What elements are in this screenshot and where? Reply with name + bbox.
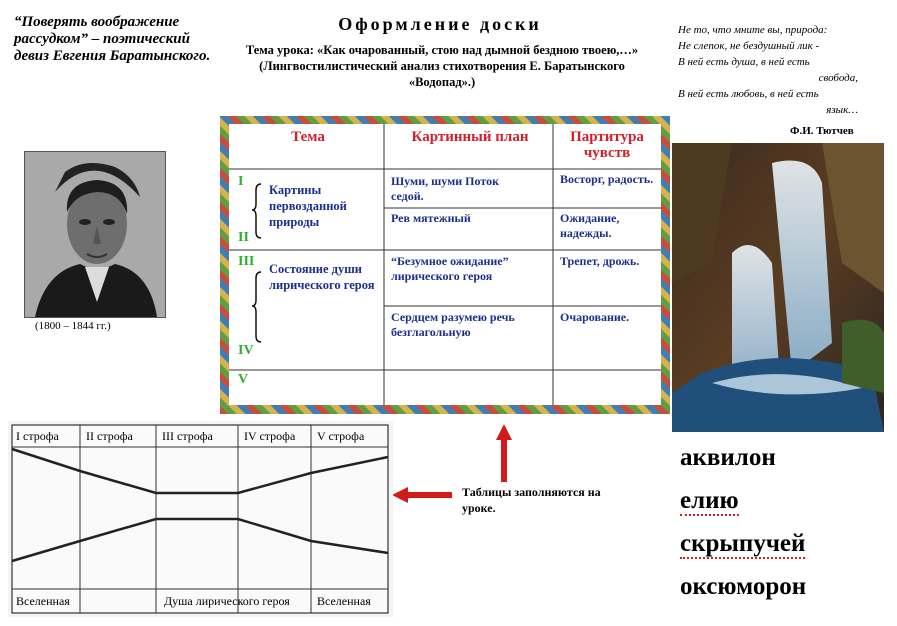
theme-soul: Состояние души лирического героя [269,262,375,292]
poem-line: свобода, [818,72,858,84]
motto-quote: “Поверять воображение рассудком” – поэтический девиз Евгения Баратынского. [14,14,211,64]
plan-cell-4: Сердцем разумею речь безглагольную [391,310,515,339]
roman-5: V [238,372,249,387]
header-theme: Тема [291,129,325,145]
poem-author: Ф.И. Тютчев [790,125,854,137]
baratynsky-portrait [24,151,166,318]
lesson-topic: Тема урока: «Как очарованный, стою над дымной бездною твоею,…» (Лингвостилистический анализ стихотворения Е. Баратынского «Водопад».) [245,43,639,89]
portrait-years: (1800 – 1844 гг.) [35,320,111,332]
plan-cell-3: “Безумное ожидание” лирического героя [391,254,509,283]
roman-2: II [238,230,249,245]
roman-1: I [238,174,244,189]
vocab-word: скрыпучей [680,530,806,557]
feel-cell-2: Ожидание, надежды. [560,211,620,240]
poem-line: В ней есть душа, в ней есть [678,56,810,68]
feel-cell-3: Трепет, дрожь. [560,254,640,268]
diagram-bottom-2: Душа лирического героя [164,594,290,608]
diagram-col-2: II строфа [86,429,133,443]
vocab-word: елию [680,487,739,514]
waterfall-image [672,143,884,432]
diagram-col-5: V строфа [317,429,365,443]
feel-cell-4: Очарование. [560,310,630,324]
stanza-diagram [8,421,393,617]
arrow-up-icon [494,424,514,484]
poem-line: язык… [826,104,858,116]
diagram-col-1: I строфа [16,429,59,443]
plan-cell-1: Шуми, шуми Поток седой. [391,174,499,203]
plan-cell-2: Рев мятежный [391,211,471,225]
roman-4: IV [238,343,254,358]
diagram-bottom-1: Вселенная [16,594,70,608]
poem-line: Не то, что мните вы, природа: [678,24,828,36]
vocab-word: аквилон [680,444,776,471]
vocab-word: оксюморон [680,573,807,600]
table-note: Таблицы заполняются на уроке. [462,485,601,515]
diagram-bottom-3: Вселенная [317,594,371,608]
page-title: Оформление доски [338,14,542,34]
arrow-left-icon [392,486,454,504]
header-feelings: Партитура чувств [570,129,644,161]
header-picture-plan: Картинный план [411,129,529,145]
tyutchev-poem [678,22,878,118]
feel-cell-1: Восторг, радость. [560,172,654,186]
roman-3: III [238,254,255,269]
poem-line: Не слепок, не бездушный лик - [678,40,820,52]
diagram-col-3: III строфа [162,429,213,443]
vocabulary-list [680,436,806,608]
theme-nature: Картины первозданной природы [269,183,347,229]
diagram-col-4: IV строфа [244,429,296,443]
poem-line: В ней есть любовь, в ней есть [678,88,819,100]
